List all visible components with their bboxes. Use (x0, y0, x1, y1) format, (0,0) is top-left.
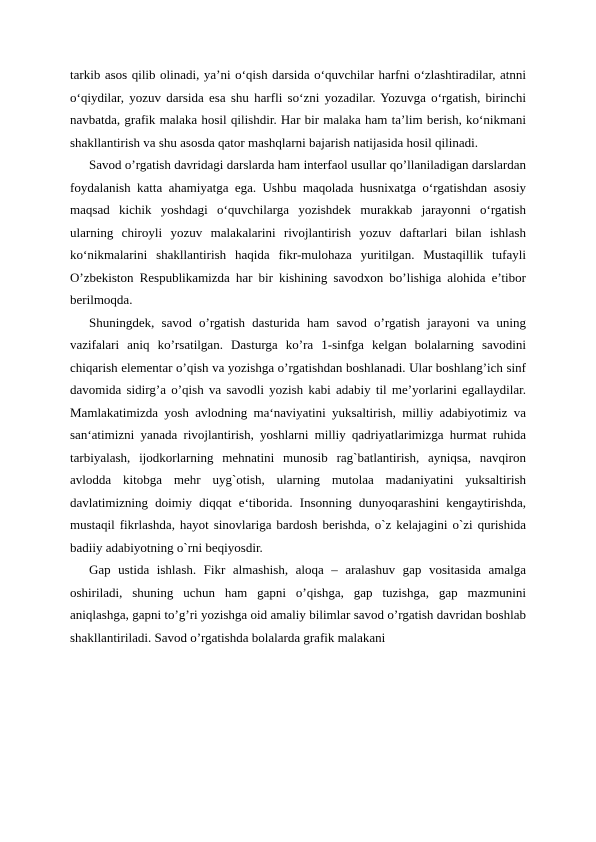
paragraph-4: Gap ustida ishlash. Fikr almashish, aloqa – aralashuv gap vositasida amalga oshiriladi, shuning uchun ham gapni o’qishga, gap tuzishga, gap mazmunini aniqlashga, gapni to’g’ri yozishga oid amaliy bilimlar savod o’rgatish davridan boshlab shakllantiriladi. Savod o’rgatishda bolalarda grafik malakani (70, 562, 526, 645)
document-page (70, 64, 526, 649)
paragraph-3: Shuningdek, savod o’rgatish dasturida ham savod o’rgatish jarayoni va uning vazifalari aniq ko’rsatilgan. Dasturga ko’ra 1-sinfga kelgan bolalarning savodini chiqarish elementar o’qish va yozishga o’rgatishdan boshlanadi. Ular boshlang’ich sinf davomida sidirg’a o’qish va savodli yozish kabi adabiy til me’yorlarini egallaydilar. Mamlakatimizda yosh avlodning ma‘naviyatini yuksaltirish, milliy adabiyotimiz va san‘atimizni yanada rivojlantirish, yoshlarni milliy qadriyatlarimizga hurmat ruhida tarbiyalash, ijodkorlarning mehnatini munosib rag`batlantirish, ayniqsa, navqiron avlodda kitobga mehr uyg`otish, ularning mutolaa madaniyatini yuksaltirish davlatimizning doimiy diqqat e‘tiborida. Insonning dunyoqarashini kengaytirishda, mustaqil fikrlashda, hayot sinovlariga bardosh berishda, o`z kelajagini o`zi qurishida badiiy adabiyotning o`rni beqiyosdir. (70, 314, 526, 555)
paragraph-1: tarkib asos qilib olinadi, ya’ni o‘qish darsida o‘quvchilar harfni o‘zlashtiradilar, atnni o‘qiydilar, yozuv darsida esa shu harfli so‘zni yozadilar. Yozuvga o‘rgatish, birinchi navbatda, grafik malaka hosil qilishdir. Har bir malaka ham ta’lim berish, ko‘nikmani shakllantirish va shu asosda qator mashqlarni bajarish natijasida hosil qilinadi. (70, 67, 526, 150)
paragraph-2: Savod o’rgatish davridagi darslarda ham interfaol usullar qo’llaniladigan darslardan foydalanish katta ahamiyatga ega. Ushbu maqolada husnixatga o‘rgatishdan asosiy maqsad kichik yoshdagi o‘quvchilarga yozishdek murakkab jarayonni o‘rgatish ularning chiroyli yozuv malakalarini rivojlantirish yozuv daftarlari bilan ishlash ko‘nikmalarini shakllantirish haqida fikr-mulohaza yuritilgan. Mustaqillik tufayli O’zbekiston Respublikamizda har bir kishining savodxon bo’lishiga alohida e’tibor berilmoqda. (70, 157, 526, 307)
